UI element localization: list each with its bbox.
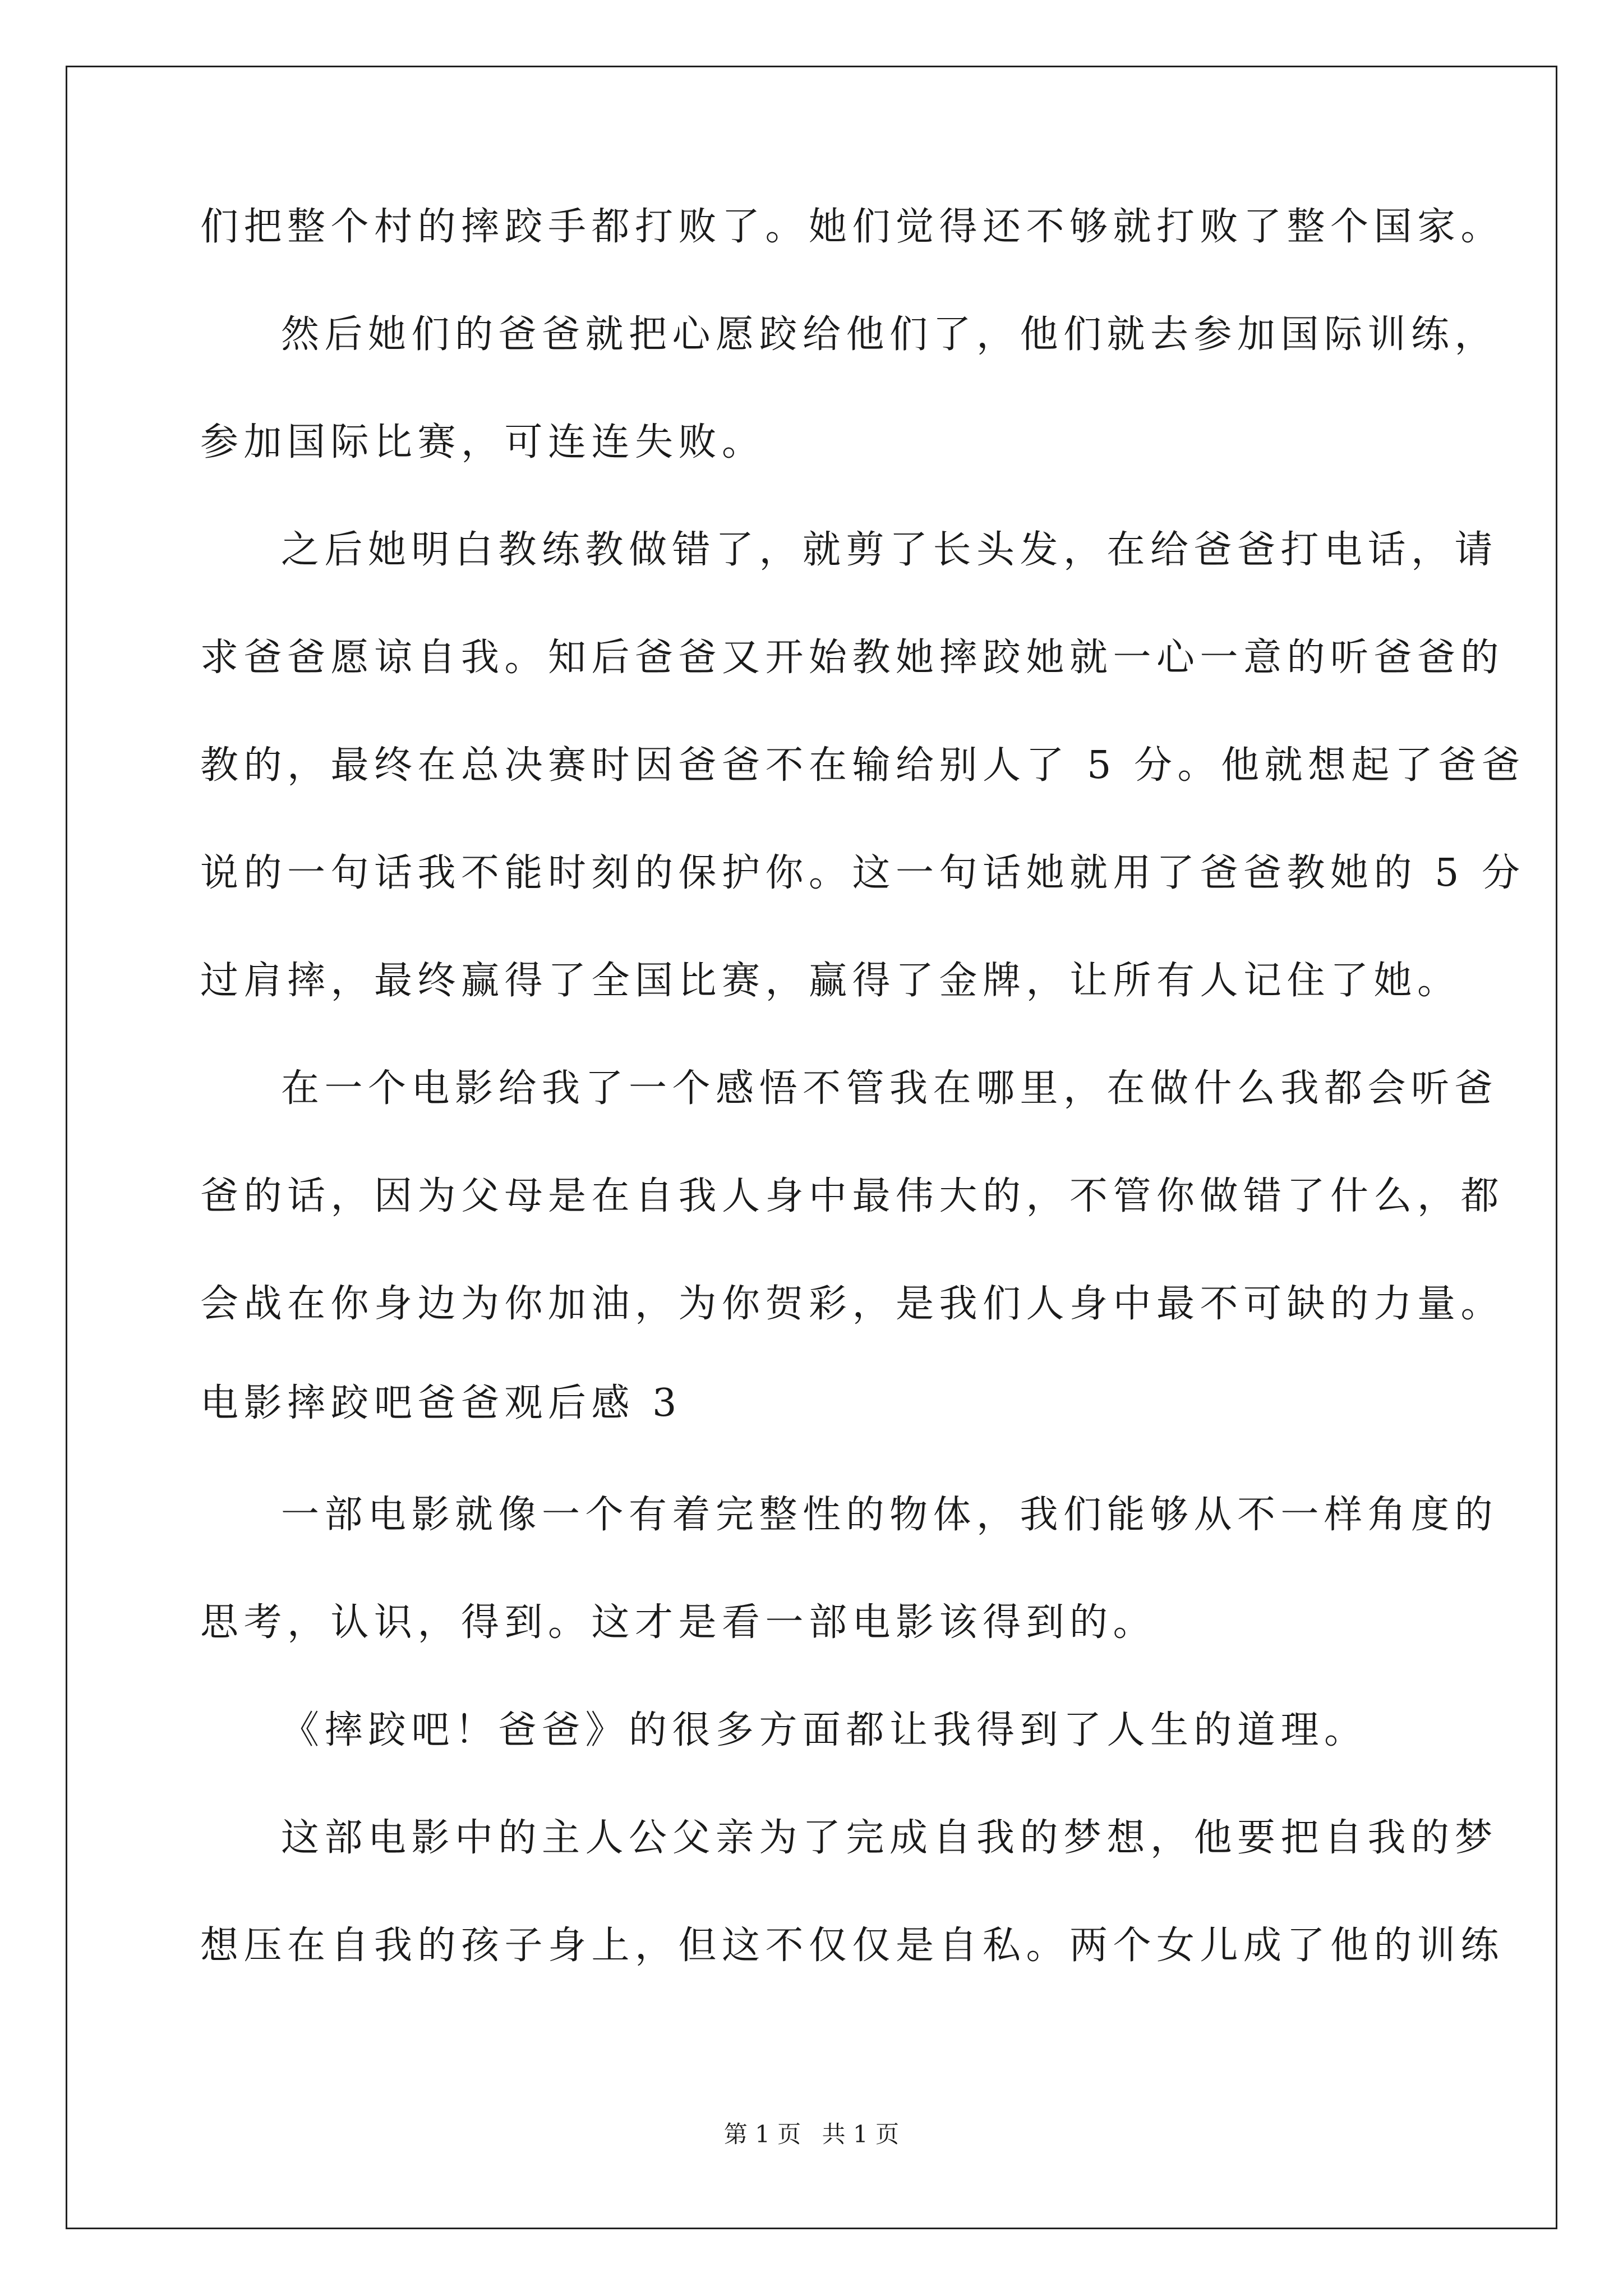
page-total: 共 1 页 <box>822 2120 900 2148</box>
text-line: 参加国际比赛，可连连失败。 <box>200 420 766 464</box>
text-line: 这部电影中的主人公父亲为了完成自我的梦想，他要把自我的梦 <box>281 1816 1498 1860</box>
text-line: 在一个电影给我了一个感悟不管我在哪里，在做什么我都会听爸 <box>281 1066 1498 1111</box>
text-line: 教的，最终在总决赛时因爸爸不在输给别人了 5 分。他就想起了爸爸 <box>200 743 1525 788</box>
text-line: 一部电影就像一个有着完整性的物体，我们能够从不一样角度的 <box>281 1493 1498 1537</box>
section-heading: 电影摔跤吧爸爸观后感 3 <box>200 1381 682 1425</box>
text-line: 思考，认识，得到。这才是看一部电影该得到的。 <box>200 1600 1157 1645</box>
text-line: 们把整个村的摔跤手都打败了。她们觉得还不够就打败了整个国家。 <box>200 205 1505 249</box>
page-number: 第 1 页 <box>723 2120 801 2148</box>
text-line: 求爸爸愿谅自我。知后爸爸又开始教她摔跤她就一心一意的听爸爸的 <box>200 636 1505 680</box>
page-footer <box>0 2120 1623 2148</box>
page-border <box>66 66 1557 2229</box>
text-line: 想压在自我的孩子身上，但这不仅仅是自私。两个女儿成了他的训练 <box>200 1924 1505 1968</box>
text-line: 《摔跤吧！爸爸》的很多方面都让我得到了人生的道理。 <box>281 1708 1368 1752</box>
text-line: 会战在你身边为你加油，为你贺彩，是我们人身中最不可缺的力量。 <box>200 1282 1505 1326</box>
text-line: 爸的话，因为父母是在自我人身中最伟大的，不管你做错了什么，都 <box>200 1174 1505 1218</box>
text-line: 之后她明白教练教做错了，就剪了长头发，在给爸爸打电话，请 <box>281 528 1498 572</box>
text-line: 然后她们的爸爸就把心愿跤给他们了，他们就去参加国际训练， <box>281 312 1498 357</box>
text-line: 说的一句话我不能时刻的保护你。这一句话她就用了爸爸教她的 5 分 <box>200 851 1525 895</box>
text-line: 过肩摔，最终赢得了全国比赛，赢得了金牌，让所有人记住了她。 <box>200 959 1461 1003</box>
